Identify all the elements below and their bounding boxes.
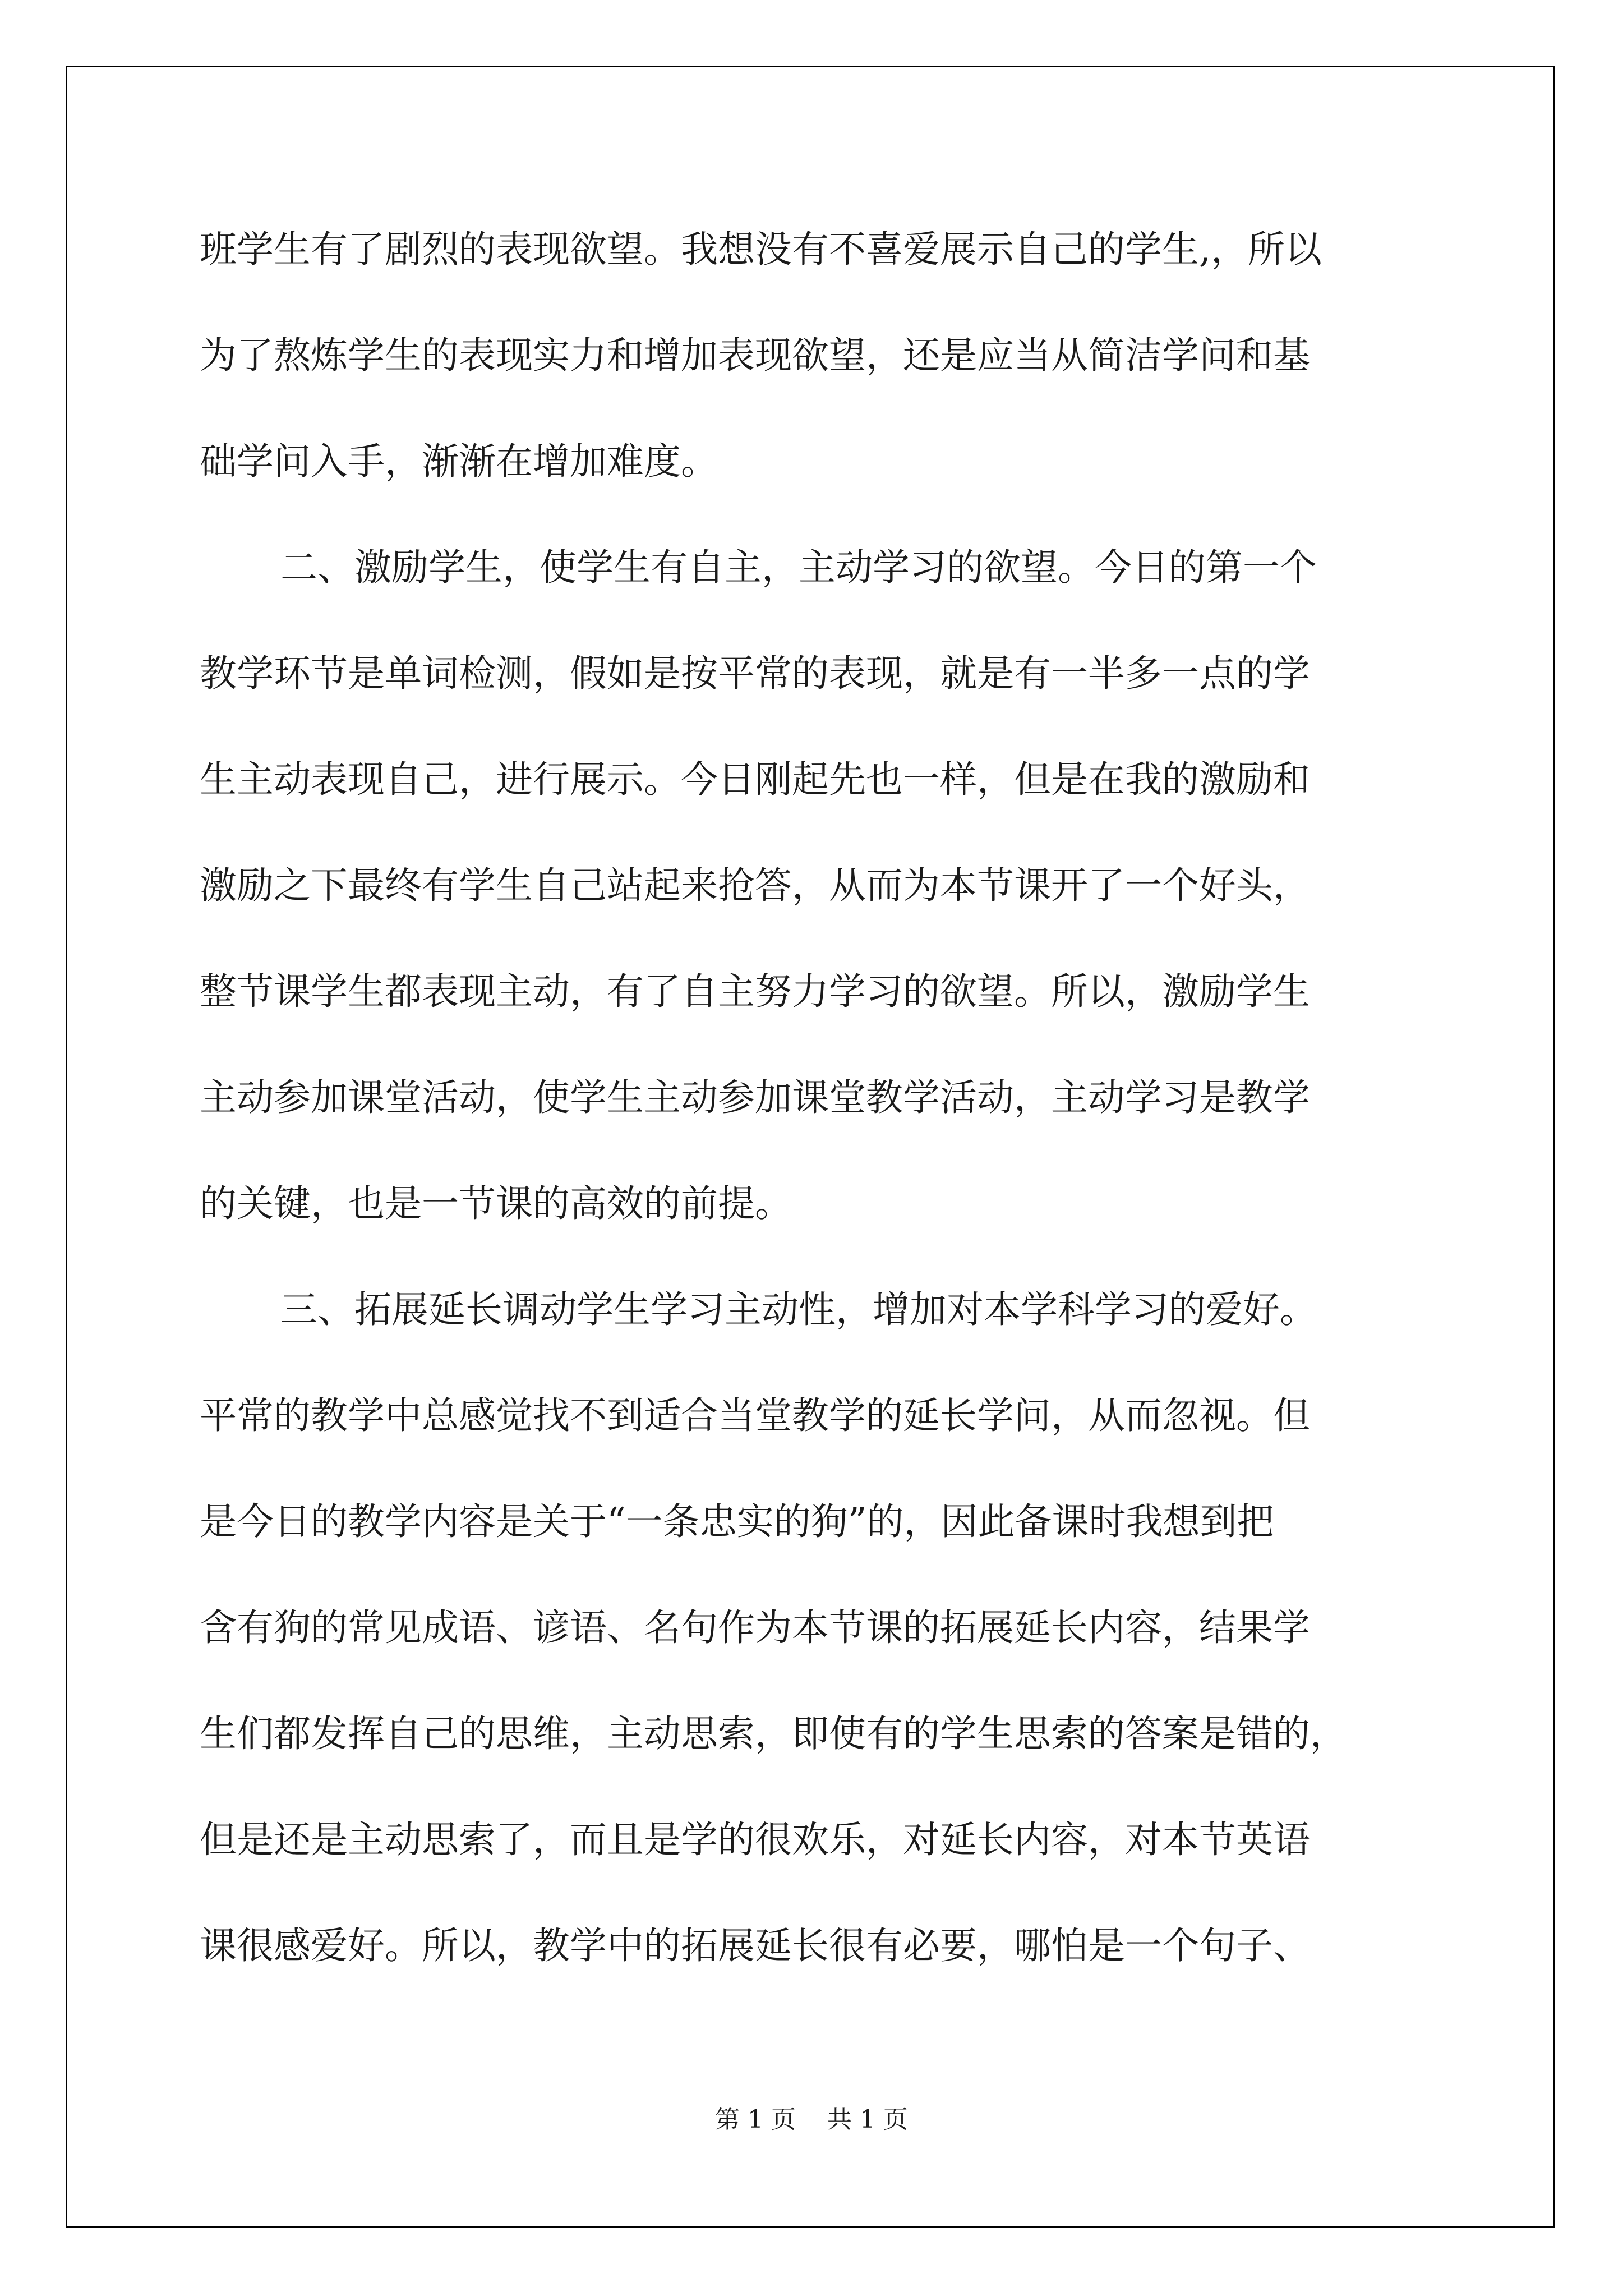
text-line: 础学问入手，渐渐在增加难度。 [200,440,718,483]
text-line: 课很感爱好。所以，教学中的拓展延长很有必要，哪怕是一个句子、 [200,1924,1310,1967]
text-line: 的关键，也是一节课的高效的前提。 [200,1182,792,1225]
paragraph-start-line: 三、拓展延长调动学生学习主动性，增加对本学科学习的爱好。 [280,1288,1317,1331]
page-number-footer: 第 1 页 共 1 页 [715,2105,908,2134]
text-line: 是今日的教学内容是关于“一条忠实的狗”的，因此备课时我想到把 [200,1500,1274,1543]
paragraph-start-line: 二、激励学生，使学生有自主，主动学习的欲望。今日的第一个 [280,546,1317,589]
text-line: 主动参加课堂活动，使学生主动参加课堂教学活动，主动学习是教学 [200,1076,1310,1119]
text-line: 班学生有了剧烈的表现欲望。我想没有不喜爱展示自己的学生,，所以 [200,228,1322,271]
text-line: 教学环节是单词检测，假如是按平常的表现，就是有一半多一点的学 [200,652,1310,695]
text-line: 整节课学生都表现主动，有了自主努力学习的欲望。所以，激励学生 [200,970,1310,1013]
text-line: 生主动表现自己，进行展示。今日刚起先也一样，但是在我的激励和 [200,758,1310,801]
text-line: 为了熬炼学生的表现实力和增加表现欲望，还是应当从简洁学问和基 [200,334,1310,377]
text-line: 但是还是主动思索了，而且是学的很欢乐，对延长内容，对本节英语 [200,1818,1310,1861]
text-line: 生们都发挥自己的思维，主动思索，即使有的学生思索的答案是错的， [200,1712,1347,1755]
text-line: 平常的教学中总感觉找不到适合当堂教学的延长学问，从而忽视。但 [200,1394,1310,1437]
text-line: 激励之下最终有学生自己站起来抢答，从而为本节课开了一个好头， [200,864,1310,907]
text-line: 含有狗的常见成语、谚语、名句作为本节课的拓展延长内容，结果学 [200,1606,1310,1649]
